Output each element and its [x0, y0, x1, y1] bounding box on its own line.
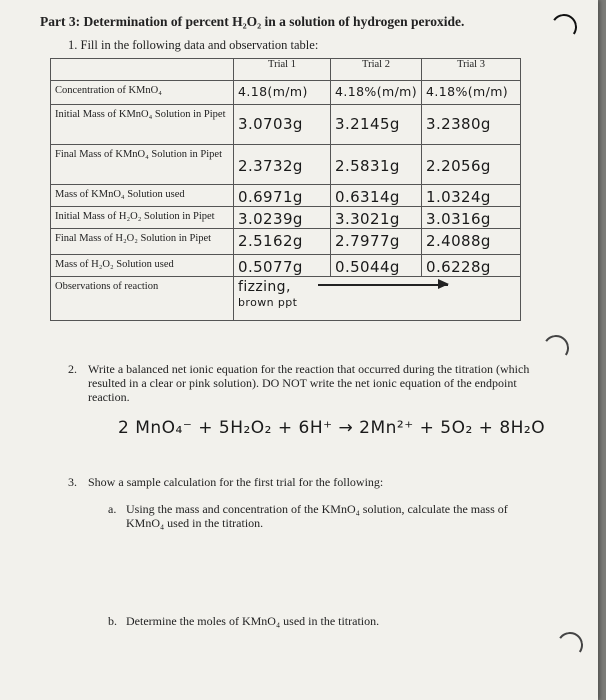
question-3b-text: Determine the moles of KMnO₄ used in the titration.: [126, 614, 380, 628]
cell-trial-3: 4.18%(m/m): [422, 81, 521, 105]
row-label: Initial Mass of KMnO₄ Solution in Pipet: [51, 105, 234, 145]
table-row: [51, 81, 521, 105]
table-row: [51, 207, 521, 229]
cell-trial-1: 0.6971g: [234, 185, 331, 207]
cell-trial-2: 2.7977g: [331, 229, 422, 255]
question-3-text: Show a sample calculation for the first trial for the following:: [88, 475, 384, 489]
table-row: [51, 229, 521, 255]
net-ionic-equation-answer: 2 MnO₄⁻ + 5H₂O₂ + 6H⁺ → 2Mn²⁺ + 5O₂ + 8H₂O: [118, 418, 546, 438]
cell-trial-1: 2.5162g: [234, 229, 331, 255]
binder-ring-icon: [555, 630, 585, 660]
cell-trial-3: 2.2056g: [422, 145, 521, 185]
table-header-blank: [51, 59, 234, 81]
table-header-trial-1: Trial 1: [234, 59, 331, 81]
binder-ring-icon: [541, 333, 571, 363]
data-observation-table: [50, 58, 521, 321]
cell-trial-1: 2.3732g: [234, 145, 331, 185]
arrow-head-icon: [438, 279, 449, 289]
question-3-number: 3.: [68, 475, 77, 489]
question-3a-letter: a.: [108, 502, 117, 516]
observation-subtext: brown ppt: [238, 296, 298, 309]
table-header-trial-3: Trial 3: [422, 59, 521, 81]
question-2: [68, 362, 538, 404]
cell-trial-2: 2.5831g: [331, 145, 422, 185]
row-label: Observations of reaction: [51, 277, 234, 321]
row-label: Mass of KMnO₄ Solution used: [51, 185, 234, 207]
table-header-trial-2: Trial 2: [331, 59, 422, 81]
cell-trial-3: 1.0324g: [422, 185, 521, 207]
table-header-row: [51, 59, 521, 81]
question-3b-letter: b.: [108, 614, 117, 628]
cell-trial-1: 0.5077g: [234, 255, 331, 277]
cell-trial-3: 3.0316g: [422, 207, 521, 229]
question-3b: [108, 614, 528, 629]
question-1-prompt: 1. Fill in the following data and observation table:: [68, 38, 319, 52]
row-label: Mass of H₂O₂ Solution used: [51, 255, 234, 277]
row-label: Initial Mass of H₂O₂ Solution in Pipet: [51, 207, 234, 229]
question-3: [68, 475, 538, 490]
cell-trial-2: 3.3021g: [331, 207, 422, 229]
row-label: Final Mass of H₂O₂ Solution in Pipet: [51, 229, 234, 255]
cell-trial-3: 3.2380g: [422, 105, 521, 145]
question-2-number: 2.: [68, 362, 77, 376]
cell-trial-3: 2.4088g: [422, 229, 521, 255]
cell-trial-2: 0.5044g: [331, 255, 422, 277]
question-2-text: Write a balanced net ionic equation for the reaction that occurred during the titration (which resulted in a clear or pink solution). DO NOT write the net ionic equation of the endpoint reaction.: [88, 362, 530, 404]
cell-trial-2: 4.18%(m/m): [331, 81, 422, 105]
cell-trial-3: 0.6228g: [422, 255, 521, 277]
table-row: [51, 255, 521, 277]
row-label: Concentration of KMnO₄: [51, 81, 234, 105]
table-row: [51, 185, 521, 207]
cell-trial-1: 3.0703g: [234, 105, 331, 145]
row-label: Final Mass of KMnO₄ Solution in Pipet: [51, 145, 234, 185]
cell-trial-1: 4.18(m/m): [234, 81, 331, 105]
table-row: [51, 105, 521, 145]
question-3a-text: Using the mass and concentration of the KMnO₄ solution, calculate the mass of KMnO₄ used in the titration.: [126, 502, 508, 530]
binder-ring-icon: [549, 12, 579, 42]
question-3a: [108, 502, 528, 530]
cell-trial-2: 3.2145g: [331, 105, 422, 145]
observation-text: fizzing,: [238, 279, 291, 295]
table-row: [51, 277, 521, 321]
table-row: [51, 145, 521, 185]
cell-trial-1: 3.0239g: [234, 207, 331, 229]
section-heading: Part 3: Determination of percent H₂O₂ in a solution of hydrogen peroxide.: [40, 14, 465, 29]
cell-trial-2: 0.6314g: [331, 185, 422, 207]
arrow-line: [318, 284, 448, 286]
